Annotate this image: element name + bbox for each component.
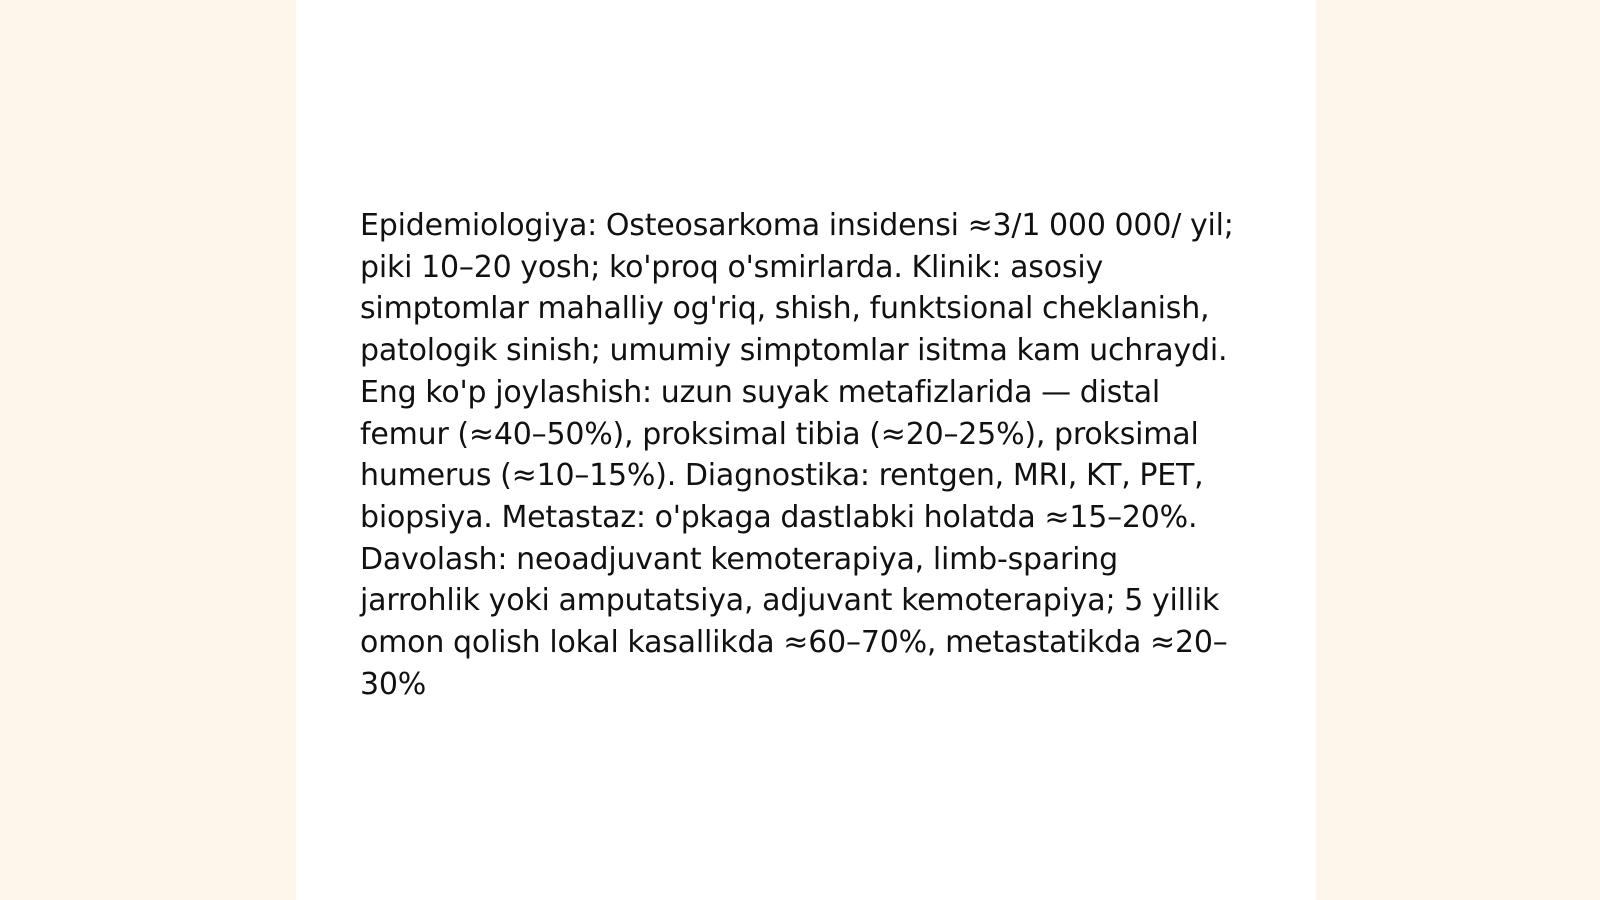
right-margin-panel xyxy=(1316,0,1600,900)
slide-body-text: Epidemiologiya: Osteosarkoma insidensi ≈3/1 000 000/ yil; piki 10–20 yosh; ko'proq o'smirlarda. Klinik: asosiy simptomlar mahalliy og'riq, shish, funktsional cheklanish, patologik sinish; umumiy simptomlar isitma kam uchraydi. Eng ko'p joylashish: uzun suyak metafizlarida — distal femur (≈40–50%), proksimal tibia (≈20–25%), proksimal humerus (≈10–15%). Diagnostika: rentgen, MRI, KT, PET, biopsiya. Metastaz: o'pkaga dastlabki holatda ≈15–20%. Davolash: neoadjuvant kemoterapiya, limb-sparing jarrohlik yoki amputatsiya, adjuvant kemoterapiya; 5 yillik omon qolish lokal kasallikda ≈60–70%, metastatikda ≈20–30% xyxy=(360,208,1234,702)
left-margin-panel xyxy=(0,0,296,900)
slide-canvas xyxy=(296,0,1316,900)
